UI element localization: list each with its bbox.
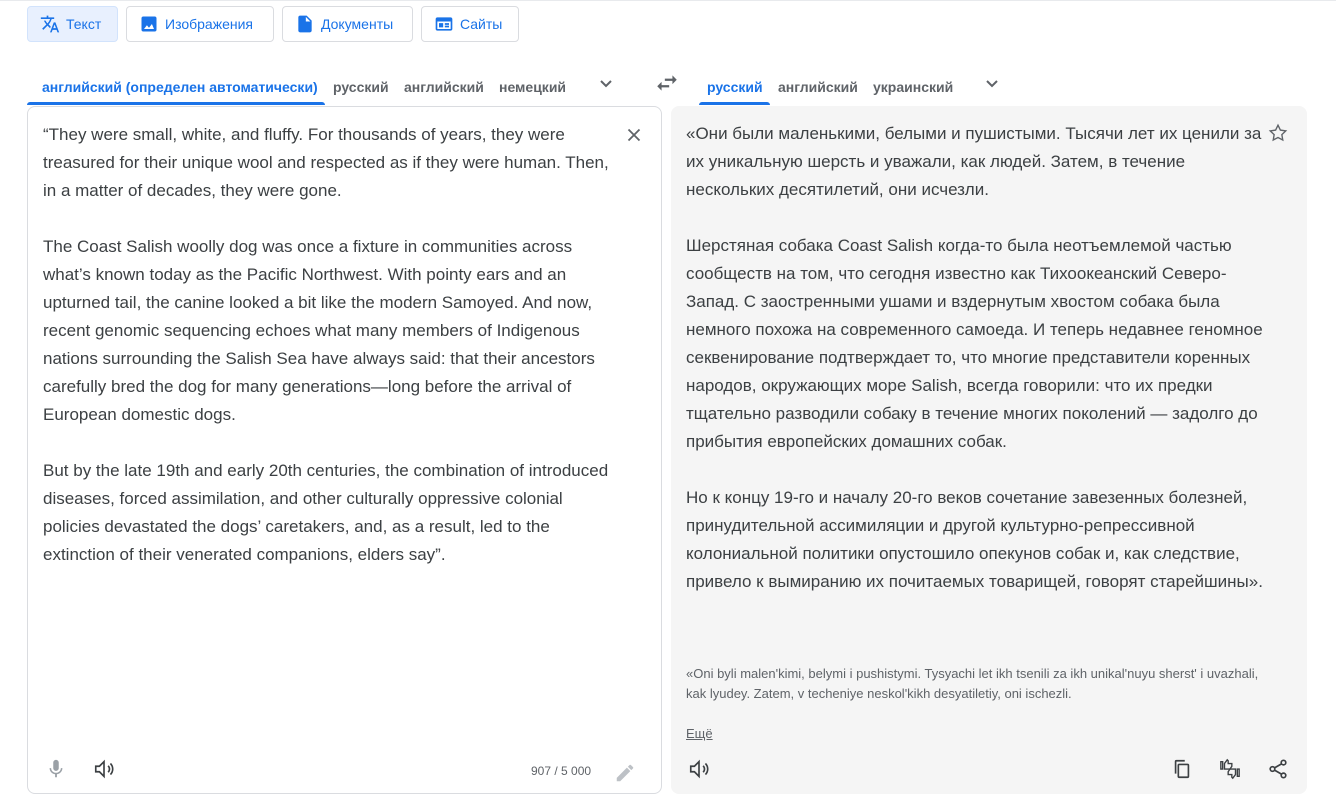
- translation-paragraph: «Они были маленькими, белыми и пушистыми. Тысячи лет их ценили за их уникальную шерсть и уважали, как людей. Затем, в течение нескольких десятилетий, они исчезли.: [686, 124, 1262, 199]
- pencil-icon: [614, 762, 636, 784]
- target-lang-underline: [699, 102, 770, 105]
- speaker-icon: [688, 758, 710, 780]
- mode-websites-label: Сайты: [460, 16, 503, 32]
- thumbs-feedback-icon: [1219, 758, 1241, 780]
- transliteration: «Oni byli malen'kimi, belymi i pushistymi. Tysyachi let ikh tsenili za ikh unikal'nuyu sherst' i uvazhali, kak lyudey. Zatem, v techeniye neskol'kikh desyatiletiy, oni ischezli.: [686, 666, 1259, 701]
- translation-output: [686, 120, 1266, 596]
- clear-source-button[interactable]: [620, 121, 648, 149]
- source-paragraph: The Coast Salish woolly dog was once a fixture in communities across what’s known today as the Pacific Northwest. With pointy ears and an upturned tail, the canine looked a bit like the modern Samoyed. And now, recent genomic sequencing echoes what many members of Indigenous nations surrounding the Salish Sea have always said: that their ancestors carefully bred the dog for many generations—long before the arrival of European domestic dogs.: [43, 237, 595, 424]
- source-input[interactable]: [43, 121, 623, 569]
- share-icon: [1267, 758, 1289, 780]
- mode-text-button[interactable]: [27, 6, 118, 42]
- listen-source-button[interactable]: [90, 755, 118, 783]
- translate-icon: [40, 14, 60, 34]
- mode-images-button[interactable]: [126, 6, 274, 42]
- swap-languages-icon[interactable]: [654, 70, 680, 96]
- chevron-down-icon[interactable]: [594, 71, 618, 95]
- top-divider: [0, 0, 1336, 1]
- target-lang-english[interactable]: английский: [778, 79, 858, 95]
- mode-documents-button[interactable]: [282, 6, 413, 42]
- more-link[interactable]: Ещё: [686, 726, 713, 741]
- source-paragraph: “They were small, white, and fluffy. For thousands of years, they were treasured for their unique wool and respected as if they were human. Then, in a matter of decades, they were gone.: [43, 125, 609, 200]
- source-lang-russian[interactable]: русский: [333, 79, 389, 95]
- source-lang-detected[interactable]: английский (определен автоматически): [42, 79, 318, 95]
- voice-input-button[interactable]: [42, 755, 70, 783]
- copy-translation-button[interactable]: [1168, 755, 1196, 783]
- source-text-panel: [27, 106, 662, 794]
- source-paragraph: But by the late 19th and early 20th centuries, the combination of introduced diseases, forced assimilation, and other culturally oppressive colonial policies devastated the dogs’ caretakers, and, as a result, led to the extinction of their venerated companions, elders say”.: [43, 461, 609, 564]
- website-icon: [434, 14, 454, 34]
- mode-text-label: Текст: [66, 16, 102, 32]
- source-lang-underline: [27, 102, 325, 105]
- mode-images-label: Изображения: [165, 16, 253, 32]
- copy-icon: [1171, 758, 1193, 780]
- close-icon: [623, 124, 645, 146]
- mode-documents-label: Документы: [321, 16, 394, 32]
- target-lang-russian[interactable]: русский: [707, 79, 763, 95]
- speaker-icon: [93, 758, 115, 780]
- translation-paragraph: Но к концу 19-го и началу 20-го веков сочетание завезенных болезней, принудительной ассимиляции и другой культурно-репрессивной колониальной политики опустошило опекунов собак и, как следствие, привело к вымиранию их почитаемых товарищей, говорят старейшины».: [686, 488, 1263, 591]
- source-lang-english[interactable]: английский: [404, 79, 484, 95]
- save-translation-button[interactable]: [1264, 119, 1292, 147]
- listen-translation-button[interactable]: [685, 755, 713, 783]
- character-counter: 907 / 5 000: [531, 764, 592, 778]
- document-icon: [295, 14, 315, 34]
- microphone-icon: [45, 758, 67, 780]
- translation-panel: [671, 106, 1307, 794]
- chevron-down-icon[interactable]: [980, 71, 1004, 95]
- translation-paragraph: Шерстяная собака Coast Salish когда-то была неотъемлемой частью сообществ на том, что сегодня известно как Тихоокеанский Северо-Запад. С заостренными ушами и вздернутым хвостом собака была немного похожа на современного самоеда. И теперь недавнее геномное секвенирование подтверждает то, что многие представители коренных народов, окружающих море Salish, всегда говорили: что их предки тщательно разводили собаку в течение многих поколений — задолго до прибытия европейских домашних собак.: [686, 236, 1263, 451]
- star-icon: [1267, 122, 1289, 144]
- rate-translation-button[interactable]: [1216, 755, 1244, 783]
- image-icon: [139, 14, 159, 34]
- source-lang-german[interactable]: немецкий: [499, 79, 567, 95]
- mode-websites-button[interactable]: [421, 6, 519, 42]
- share-translation-button[interactable]: [1264, 755, 1292, 783]
- target-lang-ukrainian[interactable]: украинский: [873, 79, 954, 95]
- handwriting-button[interactable]: [611, 759, 639, 787]
